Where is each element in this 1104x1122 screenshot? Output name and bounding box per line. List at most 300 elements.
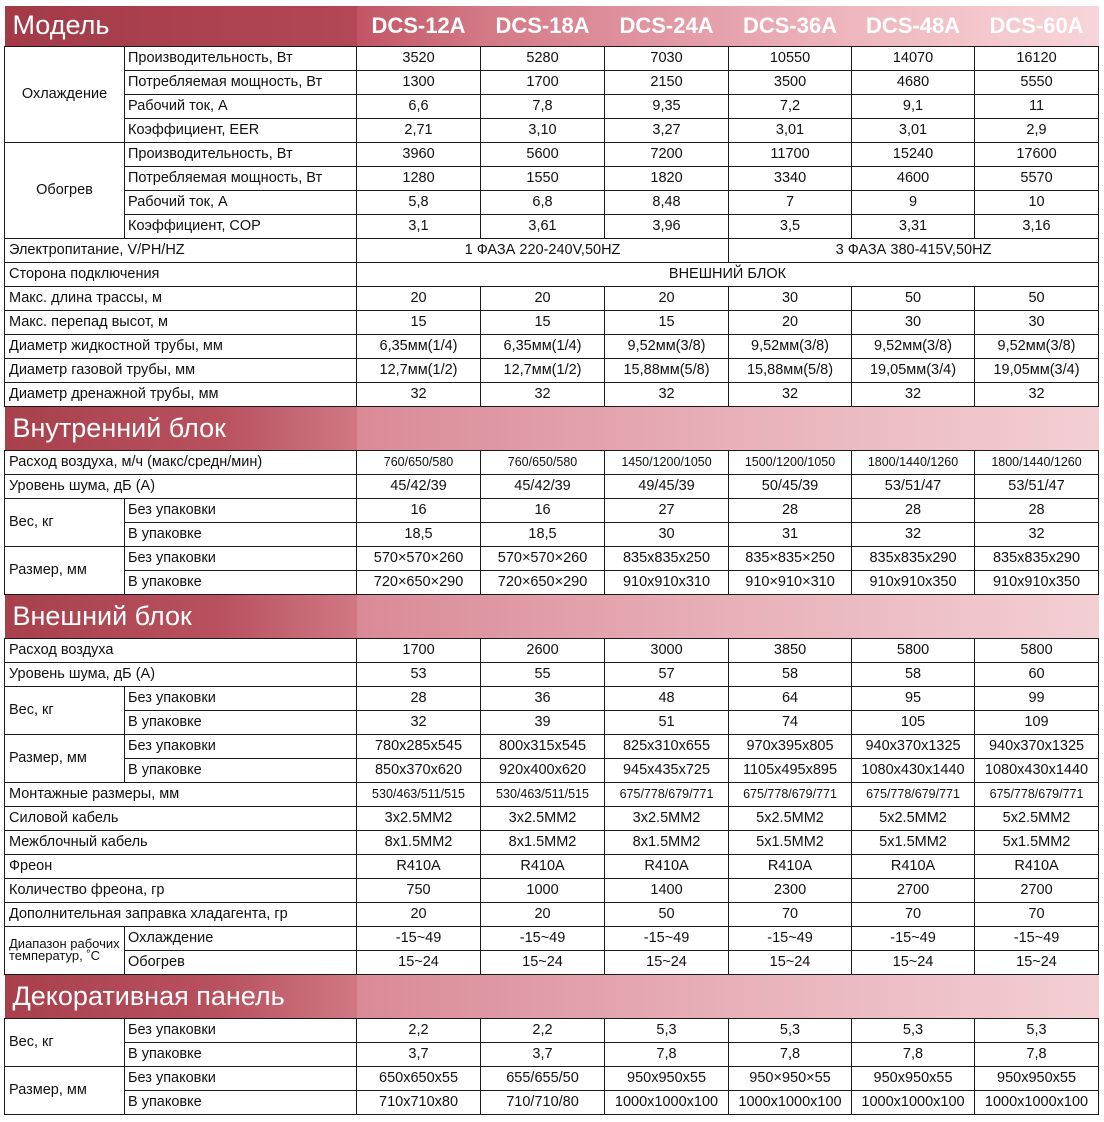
value-cell: 30 [975, 310, 1099, 334]
value-cell: 55 [481, 662, 605, 686]
value-cell: 15~24 [605, 950, 729, 974]
value-cell: 99 [975, 686, 1099, 710]
value-cell: 32 [357, 382, 481, 406]
sub-label: Рабочий ток, А [125, 190, 357, 214]
value-cell: 5x1.5MM2 [729, 830, 852, 854]
value-cell: 15 [481, 310, 605, 334]
table-row [5, 262, 1099, 286]
value-cell: 1800/1440/1260 [852, 450, 975, 474]
value-cell: 760/650/580 [481, 450, 605, 474]
table-row [5, 782, 1099, 806]
value-cell: 1400 [605, 878, 729, 902]
value-cell: 28 [357, 686, 481, 710]
value-cell: 3000 [605, 638, 729, 662]
section-title: Внешний блок [5, 594, 357, 638]
group-label: Размер, мм [5, 1066, 125, 1114]
table-row [5, 806, 1099, 830]
value-cell: 910x910x350 [852, 570, 975, 594]
value-cell: 5x2.5MM2 [975, 806, 1099, 830]
value-cell: 2150 [605, 70, 729, 94]
value-cell: 950x950x55 [605, 1066, 729, 1090]
value-cell: 1500/1200/1050 [729, 450, 852, 474]
value-cell: 32 [357, 710, 481, 734]
table-row [5, 546, 1099, 570]
value-cell: ВНЕШНИЙ БЛОК [357, 262, 1099, 286]
value-cell: 5x2.5MM2 [852, 806, 975, 830]
sub-label: Без упаковки [125, 546, 357, 570]
value-cell: 105 [852, 710, 975, 734]
value-cell: 710/710/80 [481, 1090, 605, 1114]
sub-label: Без упаковки [125, 1018, 357, 1042]
table-row [5, 118, 1099, 142]
value-cell: R410A [729, 854, 852, 878]
value-cell: 8,48 [605, 190, 729, 214]
table-row [5, 214, 1099, 238]
value-cell: 7,2 [729, 94, 852, 118]
value-cell: 655/655/50 [481, 1066, 605, 1090]
spec-sheet [4, 6, 1098, 1115]
value-cell: 835×835×250 [729, 546, 852, 570]
section-band [357, 974, 1099, 1018]
value-cell: 16 [481, 498, 605, 522]
value-cell: 1820 [605, 166, 729, 190]
group-label: Вес, кг [5, 1018, 125, 1066]
row-label: Уровень шума, дБ (А) [5, 662, 357, 686]
value-cell: 5800 [975, 638, 1099, 662]
value-cell: 3,10 [481, 118, 605, 142]
value-cell: 970x395x805 [729, 734, 852, 758]
value-cell: 6,35мм(1/4) [357, 334, 481, 358]
sub-label: Без упаковки [125, 686, 357, 710]
sub-label: В упаковке [125, 710, 357, 734]
value-cell: 1 ФАЗА 220-240V,50HZ [357, 238, 729, 262]
value-cell: 1000x1000x100 [975, 1090, 1099, 1114]
value-cell: 9,52мм(3/8) [729, 334, 852, 358]
value-cell: -15~49 [357, 926, 481, 950]
value-cell: 18,5 [357, 522, 481, 546]
row-label: Диаметр дренажной трубы, мм [5, 382, 357, 406]
section-title: Декоративная панель [5, 974, 357, 1018]
value-cell: 1550 [481, 166, 605, 190]
value-cell: 835x835x290 [852, 546, 975, 570]
value-cell: 32 [481, 382, 605, 406]
value-cell: 940x370x1325 [975, 734, 1099, 758]
sub-label: Обогрев [125, 950, 357, 974]
value-cell: 7,8 [481, 94, 605, 118]
section-outdoor [5, 594, 1099, 638]
value-cell: 1700 [357, 638, 481, 662]
value-cell: 32 [975, 382, 1099, 406]
model-name: DCS-60A [975, 6, 1099, 46]
value-cell: 950x950x55 [975, 1066, 1099, 1090]
value-cell: 20 [481, 902, 605, 926]
value-cell: 6,35мм(1/4) [481, 334, 605, 358]
row-label: Дополнительная заправка хладагента, гр [5, 902, 357, 926]
value-cell: 74 [729, 710, 852, 734]
value-cell: 50 [975, 286, 1099, 310]
value-cell: 15,88мм(5/8) [605, 358, 729, 382]
value-cell: R410A [357, 854, 481, 878]
value-cell: 675/778/679/771 [729, 782, 852, 806]
value-cell: 70 [852, 902, 975, 926]
value-cell: 7200 [605, 142, 729, 166]
value-cell: 5x1.5MM2 [975, 830, 1099, 854]
value-cell: 1800/1440/1260 [975, 450, 1099, 474]
sub-label: Охлаждение [125, 926, 357, 950]
value-cell: -15~49 [729, 926, 852, 950]
value-cell: 19,05мм(3/4) [852, 358, 975, 382]
value-cell: 1105x495x895 [729, 758, 852, 782]
table-row [5, 854, 1099, 878]
value-cell: 12,7мм(1/2) [357, 358, 481, 382]
value-cell: 530/463/511/515 [481, 782, 605, 806]
sub-label: В упаковке [125, 570, 357, 594]
value-cell: 3340 [729, 166, 852, 190]
value-cell: 15~24 [481, 950, 605, 974]
value-cell: 17600 [975, 142, 1099, 166]
value-cell: 32 [605, 382, 729, 406]
value-cell: 109 [975, 710, 1099, 734]
page-title: Модель [5, 6, 357, 46]
value-cell: 5600 [481, 142, 605, 166]
value-cell: 36 [481, 686, 605, 710]
value-cell: 60 [975, 662, 1099, 686]
value-cell: 5550 [975, 70, 1099, 94]
row-label: Расход воздуха, м/ч (макс/средн/мин) [5, 450, 357, 474]
value-cell: -15~49 [852, 926, 975, 950]
value-cell: 825x310x655 [605, 734, 729, 758]
value-cell: 1000 [481, 878, 605, 902]
value-cell: 3,7 [357, 1042, 481, 1066]
value-cell: 15~24 [729, 950, 852, 974]
model-name: DCS-36A [729, 6, 852, 46]
row-label: Расход воздуха [5, 638, 357, 662]
value-cell: 950×950×55 [729, 1066, 852, 1090]
value-cell: 70 [729, 902, 852, 926]
value-cell: 58 [729, 662, 852, 686]
value-cell: 5x1.5MM2 [852, 830, 975, 854]
value-cell: 2700 [975, 878, 1099, 902]
value-cell: 5,3 [975, 1018, 1099, 1042]
row-label: Макс. длина трассы, м [5, 286, 357, 310]
value-cell: 5x2.5MM2 [729, 806, 852, 830]
group-label: Вес, кг [5, 498, 125, 546]
value-cell: 20 [357, 286, 481, 310]
sub-label: Без упаковки [125, 1066, 357, 1090]
value-cell: 7030 [605, 46, 729, 70]
value-cell: 1300 [357, 70, 481, 94]
value-cell: 19,05мм(3/4) [975, 358, 1099, 382]
sub-label: Без упаковки [125, 734, 357, 758]
value-cell: 3,7 [481, 1042, 605, 1066]
value-cell: 910×910×310 [729, 570, 852, 594]
value-cell: 15240 [852, 142, 975, 166]
value-cell: 570×570×260 [357, 546, 481, 570]
row-label: Межблочный кабель [5, 830, 357, 854]
value-cell: 30 [852, 310, 975, 334]
value-cell: 850x370x620 [357, 758, 481, 782]
value-cell: -15~49 [975, 926, 1099, 950]
value-cell: 14070 [852, 46, 975, 70]
table-row [5, 1066, 1099, 1090]
value-cell: 835x835x250 [605, 546, 729, 570]
value-cell: 45/42/39 [481, 474, 605, 498]
value-cell: 7,8 [852, 1042, 975, 1066]
value-cell: R410A [975, 854, 1099, 878]
value-cell: R410A [481, 854, 605, 878]
value-cell: 64 [729, 686, 852, 710]
table-row [5, 382, 1099, 406]
value-cell: R410A [605, 854, 729, 878]
value-cell: 9,52мм(3/8) [605, 334, 729, 358]
table-row [5, 926, 1099, 950]
value-cell: 57 [605, 662, 729, 686]
value-cell: 6,8 [481, 190, 605, 214]
value-cell: 3520 [357, 46, 481, 70]
table-row [5, 238, 1099, 262]
table-row [5, 950, 1099, 974]
value-cell: 3,61 [481, 214, 605, 238]
value-cell: 32 [975, 522, 1099, 546]
value-cell: 720×650×290 [481, 570, 605, 594]
value-cell: 5,3 [729, 1018, 852, 1042]
value-cell: 3,27 [605, 118, 729, 142]
value-cell: 51 [605, 710, 729, 734]
sub-label: В упаковке [125, 522, 357, 546]
value-cell: 20 [605, 286, 729, 310]
value-cell: 1280 [357, 166, 481, 190]
value-cell: 3 ФАЗА 380-415V,50HZ [729, 238, 1099, 262]
table-row [5, 286, 1099, 310]
value-cell: 9,35 [605, 94, 729, 118]
value-cell: 50/45/39 [729, 474, 852, 498]
table-row [5, 662, 1099, 686]
group-label: Вес, кг [5, 686, 125, 734]
value-cell: 5,8 [357, 190, 481, 214]
value-cell: 940x370x1325 [852, 734, 975, 758]
value-cell: 11700 [729, 142, 852, 166]
table-row [5, 734, 1099, 758]
value-cell: 1080x430x1440 [975, 758, 1099, 782]
row-label: Монтажные размеры, мм [5, 782, 357, 806]
value-cell: 6,6 [357, 94, 481, 118]
value-cell: 1450/1200/1050 [605, 450, 729, 474]
value-cell: 910x910x310 [605, 570, 729, 594]
sub-label: Без упаковки [125, 498, 357, 522]
row-label: Диаметр жидкостной трубы, мм [5, 334, 357, 358]
value-cell: 28 [975, 498, 1099, 522]
value-cell: 1000x1000x100 [605, 1090, 729, 1114]
sub-label: Производительность, Вт [125, 46, 357, 70]
sub-label: Коэффициент, COP [125, 214, 357, 238]
value-cell: 750 [357, 878, 481, 902]
value-cell: 1080x430x1440 [852, 758, 975, 782]
value-cell: 15~24 [357, 950, 481, 974]
value-cell: 570×570×260 [481, 546, 605, 570]
value-cell: 50 [605, 902, 729, 926]
table-row [5, 902, 1099, 926]
value-cell: 10 [975, 190, 1099, 214]
value-cell: 58 [852, 662, 975, 686]
value-cell: 27 [605, 498, 729, 522]
table-row [5, 46, 1099, 70]
value-cell: 32 [852, 382, 975, 406]
value-cell: 8x1.5MM2 [481, 830, 605, 854]
table-row [5, 70, 1099, 94]
value-cell: 8x1.5MM2 [357, 830, 481, 854]
value-cell: -15~49 [605, 926, 729, 950]
table-row [5, 94, 1099, 118]
value-cell: 20 [357, 902, 481, 926]
table-row [5, 142, 1099, 166]
table-row [5, 758, 1099, 782]
value-cell: 530/463/511/515 [357, 782, 481, 806]
header-row [5, 6, 1099, 46]
value-cell: 1000x1000x100 [852, 1090, 975, 1114]
row-label: Электропитание, V/PH/HZ [5, 238, 357, 262]
value-cell: 10550 [729, 46, 852, 70]
row-label: Фреон [5, 854, 357, 878]
value-cell: 3960 [357, 142, 481, 166]
value-cell: R410A [852, 854, 975, 878]
value-cell: 920x400x620 [481, 758, 605, 782]
section-band [357, 594, 1099, 638]
spec-table [4, 6, 1099, 1115]
value-cell: 760/650/580 [357, 450, 481, 474]
sub-label: В упаковке [125, 1042, 357, 1066]
sub-label: Рабочий ток, А [125, 94, 357, 118]
group-label: Размер, мм [5, 546, 125, 594]
value-cell: -15~49 [481, 926, 605, 950]
value-cell: 49/45/39 [605, 474, 729, 498]
sub-label: Потребляемая мощность, Вт [125, 166, 357, 190]
group-label: Размер, мм [5, 734, 125, 782]
value-cell: 11 [975, 94, 1099, 118]
value-cell: 2,2 [481, 1018, 605, 1042]
value-cell: 3,31 [852, 214, 975, 238]
table-row [5, 830, 1099, 854]
section-band [357, 406, 1099, 450]
value-cell: 2,9 [975, 118, 1099, 142]
value-cell: 45/42/39 [357, 474, 481, 498]
value-cell: 2,71 [357, 118, 481, 142]
value-cell: 945x435x725 [605, 758, 729, 782]
value-cell: 53/51/47 [852, 474, 975, 498]
value-cell: 3x2.5MM2 [481, 806, 605, 830]
value-cell: 12,7мм(1/2) [481, 358, 605, 382]
value-cell: 3500 [729, 70, 852, 94]
value-cell: 3,96 [605, 214, 729, 238]
value-cell: 2300 [729, 878, 852, 902]
value-cell: 950x950x55 [852, 1066, 975, 1090]
value-cell: 18,5 [481, 522, 605, 546]
value-cell: 28 [852, 498, 975, 522]
section-panel [5, 974, 1099, 1018]
value-cell: 710x710x80 [357, 1090, 481, 1114]
model-name: DCS-18A [481, 6, 605, 46]
table-row [5, 1018, 1099, 1042]
value-cell: 4600 [852, 166, 975, 190]
value-cell: 53 [357, 662, 481, 686]
table-row [5, 190, 1099, 214]
value-cell: 31 [729, 522, 852, 546]
value-cell: 7,8 [975, 1042, 1099, 1066]
table-row [5, 166, 1099, 190]
value-cell: 28 [729, 498, 852, 522]
value-cell: 5,3 [605, 1018, 729, 1042]
value-cell: 5800 [852, 638, 975, 662]
value-cell: 32 [729, 382, 852, 406]
value-cell: 3,01 [729, 118, 852, 142]
value-cell: 5570 [975, 166, 1099, 190]
value-cell: 1000x1000x100 [729, 1090, 852, 1114]
value-cell: 2600 [481, 638, 605, 662]
table-row [5, 710, 1099, 734]
row-label: Уровень шума, дБ (А) [5, 474, 357, 498]
sub-label: В упаковке [125, 1090, 357, 1114]
value-cell: 70 [975, 902, 1099, 926]
value-cell: 2,2 [357, 1018, 481, 1042]
table-row [5, 1042, 1099, 1066]
value-cell: 800x315x545 [481, 734, 605, 758]
value-cell: 3850 [729, 638, 852, 662]
value-cell: 8x1.5MM2 [605, 830, 729, 854]
value-cell: 16120 [975, 46, 1099, 70]
table-row [5, 686, 1099, 710]
value-cell: 15~24 [975, 950, 1099, 974]
sub-label: В упаковке [125, 758, 357, 782]
table-row [5, 878, 1099, 902]
value-cell: 3,1 [357, 214, 481, 238]
value-cell: 1700 [481, 70, 605, 94]
value-cell: 30 [729, 286, 852, 310]
value-cell: 910x910x350 [975, 570, 1099, 594]
value-cell: 7,8 [729, 1042, 852, 1066]
table-row [5, 570, 1099, 594]
value-cell: 50 [852, 286, 975, 310]
value-cell: 7,8 [605, 1042, 729, 1066]
table-row [5, 1090, 1099, 1114]
table-row [5, 310, 1099, 334]
value-cell: 7 [729, 190, 852, 214]
value-cell: 16 [357, 498, 481, 522]
row-label: Количество фреона, гр [5, 878, 357, 902]
value-cell: 95 [852, 686, 975, 710]
value-cell: 9 [852, 190, 975, 214]
value-cell: 4680 [852, 70, 975, 94]
value-cell: 39 [481, 710, 605, 734]
value-cell: 2700 [852, 878, 975, 902]
row-label: Силовой кабель [5, 806, 357, 830]
value-cell: 675/778/679/771 [852, 782, 975, 806]
table-row [5, 358, 1099, 382]
value-cell: 15 [357, 310, 481, 334]
row-label: Макс. перепад высот, м [5, 310, 357, 334]
value-cell: 3,5 [729, 214, 852, 238]
section-indoor [5, 406, 1099, 450]
value-cell: 30 [605, 522, 729, 546]
table-row [5, 638, 1099, 662]
section-title: Внутренний блок [5, 406, 357, 450]
sub-label: Производительность, Вт [125, 142, 357, 166]
table-row [5, 450, 1099, 474]
value-cell: 720×650×290 [357, 570, 481, 594]
group-label: Диапазон рабочих температур, ˚C [5, 926, 125, 974]
value-cell: 3,16 [975, 214, 1099, 238]
model-name: DCS-12A [357, 6, 481, 46]
value-cell: 15,88мм(5/8) [729, 358, 852, 382]
value-cell: 20 [481, 286, 605, 310]
